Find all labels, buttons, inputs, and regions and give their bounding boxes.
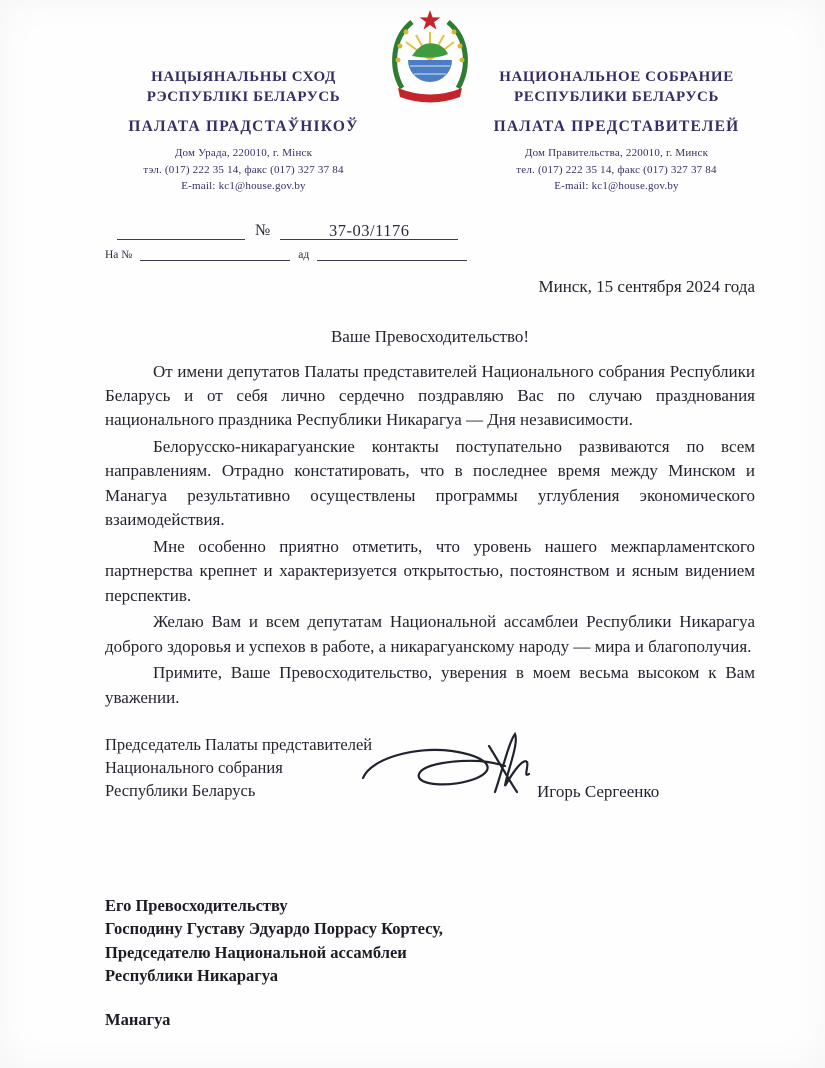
org-name-ru-line1: НАЦИОНАЛЬНОЕ СОБРАНИЕ xyxy=(499,69,734,85)
salutation: Ваше Превосходительство! xyxy=(330,326,530,346)
number-sign: № xyxy=(255,221,271,239)
body-paragraph-3: Мне особенно приятно отметить, что уровень нашего межпарламентского партнерства крепнет и характеризуется открытостью, постоянством и ясным видением перспектив. xyxy=(105,536,755,605)
body-paragraph-4: Желаю Вам и всем депутатам Национальной ассамблеи Республики Никарагуа доброго здоровья и успехов в работе, а никарагуанскому народу — мира и благополучия. xyxy=(105,612,755,656)
signer-title-line3: Республики Беларусь xyxy=(105,780,256,800)
emblem-container xyxy=(382,8,478,195)
incoming-date-blank xyxy=(317,247,467,261)
na-number-label: На № xyxy=(105,248,133,261)
org-name-by-line2: РЭСПУБЛІКІ БЕЛАРУСЬ xyxy=(146,88,341,105)
signature-block xyxy=(105,732,755,812)
signer-title-line1: Председатель Палаты представителей xyxy=(105,735,373,755)
body-paragraph-2: Белорусско-никарагуанские контакты поступательно развиваются по всем направлениям. Отрадно констатировать, что в последнее время между Минском и Манагуа результативно осуществлены программы углубления экономического взаимодействия. xyxy=(105,436,755,530)
outgoing-number: 37-03/1176 xyxy=(280,221,458,240)
address-by: Дом Урада, 220010, г. Мінск xyxy=(174,147,313,159)
addressee-line4: Республики Никарагуа xyxy=(105,966,279,986)
date-blank-line xyxy=(117,221,245,240)
belarus-coat-of-arms-icon xyxy=(386,8,474,108)
incoming-number-line xyxy=(105,247,755,261)
letterhead-russian xyxy=(478,8,755,195)
chamber-name-ru: ПАЛАТА ПРЕДСТАВИТЕЛЕЙ xyxy=(493,118,740,135)
address-ru: Дом Правительства, 220010, г. Минск xyxy=(524,147,709,159)
letterhead-belarusian xyxy=(105,8,382,195)
ad-label: ад xyxy=(298,248,310,261)
letterhead xyxy=(105,8,755,195)
addressee-line3: Председателю Национальной ассамблеи xyxy=(105,942,407,962)
org-name-by-line1: НАЦЫЯНАЛЬНЫ СХОД xyxy=(151,69,336,85)
contact-ru xyxy=(478,145,755,195)
addressee-block xyxy=(105,894,755,1031)
phone-ru: тел. (017) 222 35 14, факс (017) 327 37 84 xyxy=(516,163,717,176)
body-paragraph-5: Примите, Ваше Превосходительство, уверения в моем весьма высоком к Вам уважении. xyxy=(105,663,755,707)
body-paragraph-1: От имени депутатов Палаты представителей Национального собрания Республики Беларусь и от себя лично сердечно поздравляю Вас по случаю празднования национального праздника Республики Никарагуа — Дня независимости. xyxy=(105,361,755,430)
addressee-line1: Его Превосходительству xyxy=(105,896,288,916)
letter-body xyxy=(105,360,755,711)
outgoing-number-line xyxy=(117,221,755,240)
phone-by: тэл. (017) 222 35 14, факс (017) 327 37 84 xyxy=(143,163,344,176)
dateline: Минск, 15 сентября 2024 года xyxy=(538,276,755,296)
reference-block xyxy=(105,221,755,261)
signer-name: Игорь Сергеенко xyxy=(537,782,660,802)
chamber-name-by: ПАЛАТА ПРАДСТАЎНІКОЎ xyxy=(128,118,359,135)
incoming-number-blank xyxy=(140,247,290,261)
addressee-city: Манагуа xyxy=(105,1009,171,1029)
email-by: E-mail: kc1@house.gov.by xyxy=(181,180,306,192)
email-ru: E-mail: kc1@house.gov.by xyxy=(554,180,679,192)
signer-title xyxy=(105,734,372,802)
contact-by xyxy=(105,145,382,195)
handwritten-signature-icon xyxy=(357,728,542,800)
addressee-line2: Господину Густаву Эдуардо Поррасу Кортесу, xyxy=(105,919,443,939)
org-name-ru-line2: РЕСПУБЛИКИ БЕЛАРУСЬ xyxy=(513,88,720,105)
signer-title-line2: Национального собрания xyxy=(105,757,283,777)
